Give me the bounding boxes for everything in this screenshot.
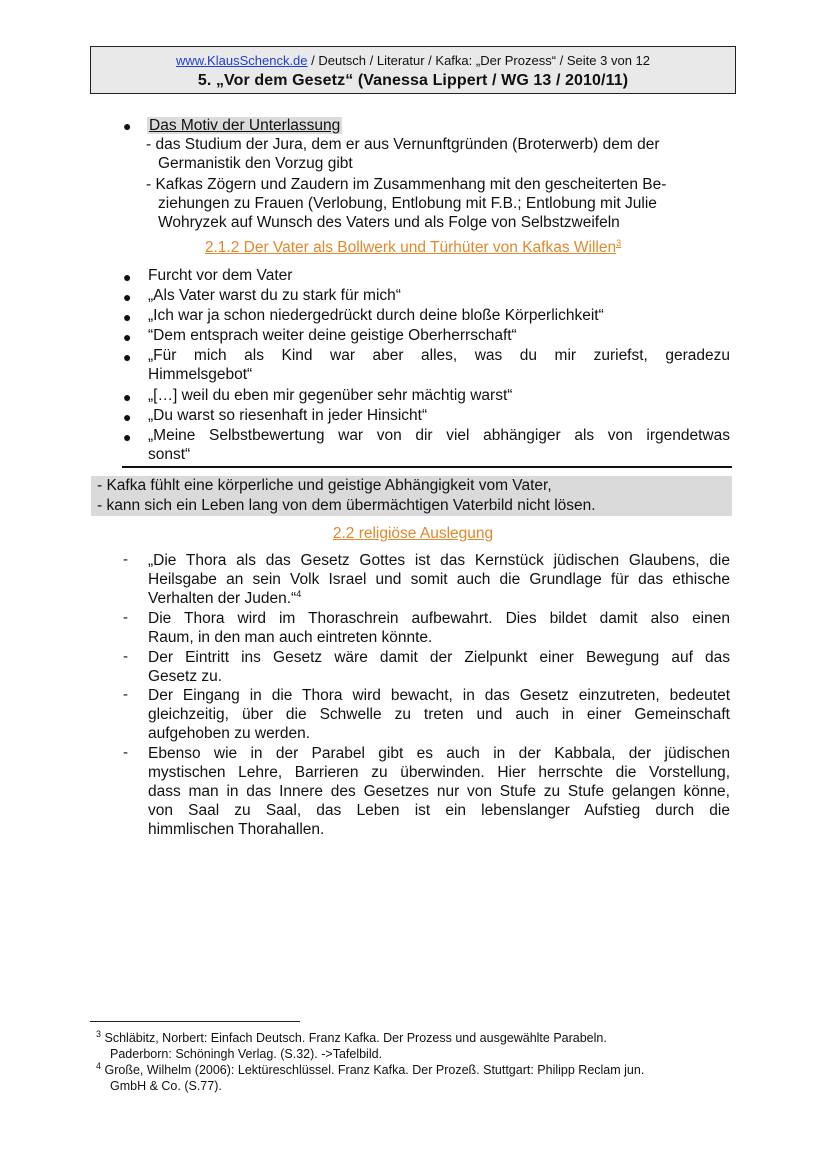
summary-box — [91, 476, 732, 516]
bullet-icon: ● — [123, 309, 132, 325]
section-212-heading: 2.1.2 Der Vater als Bollwerk und Türhüter von Kafkas Willen$^3$ — [204, 237, 622, 256]
divider — [122, 466, 732, 468]
religion-item-line: himmlischen Thorahallen. — [148, 821, 325, 838]
list-item-continued: Himmelsgebot“ — [148, 366, 253, 383]
bullet-icon: ● — [123, 349, 132, 365]
motiv-item-line: - das Studium der Jura, dem er aus Vernunftgründen (Broterwerb) dem der — [146, 136, 660, 153]
list-item: „Ich war ja schon niedergedrückt durch deine bloße Körperlichkeit“ — [148, 307, 604, 324]
header-breadcrumb — [91, 53, 735, 69]
list-item: “Dem entsprach weiter deine geistige Oberherrschaft“ — [148, 327, 517, 344]
religion-item-line: Heilsgabe an sein Volk Israel und somit auch die Grundlage für das ethische — [148, 571, 730, 588]
religion-item-line: dass man in das Innere des Gesetzes nur von Stufe zu Stufe gelangen könne, — [148, 783, 730, 800]
dash-marker: - — [123, 609, 128, 626]
religion-item-line: aufgehoben zu werden. — [148, 725, 311, 742]
religion-item-line: gleichzeitig, über die Schwelle zu treten und auch in einer Gemeinschaft — [148, 706, 730, 723]
bullet-icon: ● — [123, 118, 132, 134]
motiv-item-line: - Kafkas Zögern und Zaudern im Zusammenhang mit den gescheiterten Be- — [146, 176, 667, 193]
summary-line: - kann sich ein Leben lang von dem übermächtigen Vaterbild nicht lösen. — [97, 496, 596, 514]
religion-item-line: „Die Thora als das Gesetz Gottes ist das Kernstück jüdischen Glaubens, die — [148, 552, 730, 569]
bullet-icon: ● — [123, 329, 132, 345]
section-22-heading: 2.2 religiöse Auslegung — [332, 525, 494, 542]
page-title: 5. „Vor dem Gesetz“ (Vanessa Lippert / WG 13 / 2010/11) — [197, 72, 629, 89]
religion-item-line: Der Eingang in die Thora wird bewacht, in das Gesetz einzutreten, bedeutet — [148, 687, 730, 704]
religion-item-line: Der Eintritt ins Gesetz wäre damit der Zielpunkt einer Bewegung auf das — [148, 649, 730, 666]
religion-item-line: mystischen Lehre, Barrieren zu überwinden. Hier herrschte die Vorstellung, — [148, 764, 730, 781]
bullet-icon: ● — [123, 429, 132, 445]
motiv-item-line: ziehungen zu Frauen (Verlobung, Entlobung mit F.B.; Entlobung mit Julie — [158, 195, 657, 212]
list-item-continued: sonst“ — [148, 446, 191, 463]
dash-marker: - — [123, 686, 128, 703]
dash-marker: - — [123, 648, 128, 665]
religion-item-line: Raum, in den man auch eintreten könnte. — [148, 629, 433, 646]
list-item: „Meine Selbstbewertung war von dir viel abhängiger als von irgendetwas — [148, 427, 730, 444]
dash-marker: - — [123, 744, 128, 761]
bullet-icon: ● — [123, 289, 132, 305]
footnote: $^4$ Große, Wilhelm (2006): Lektüreschlüssel. Franz Kafka. Der Prozeß. Stuttgart: Philipp Reclam jun. GmbH & Co. (S.77). — [96, 1060, 645, 1093]
religion-item-line: von Saal zu Saal, das Leben ist ein lebenslanger Aufstieg durch die — [148, 802, 730, 819]
summary-line: - Kafka fühlt eine körperliche und geistige Abhängigkeit vom Vater, — [97, 477, 552, 494]
bullet-icon: ● — [123, 389, 132, 405]
motiv-heading: Das Motiv der Unterlassung — [149, 117, 341, 134]
list-item: Furcht vor dem Vater — [148, 267, 293, 284]
religion-item-line: Die Thora wird im Thoraschrein aufbewahrt. Dies bildet damit also einen — [148, 610, 730, 627]
dash-marker: - — [123, 551, 128, 568]
list-item: „Als Vater warst du zu stark für mich“ — [148, 287, 401, 304]
motiv-item-line: Germanistik den Vorzug gibt — [158, 155, 353, 172]
footnote: $^3$ Schläbitz, Norbert: Einfach Deutsch. Franz Kafka. Der Prozess und ausgewählte Parabeln. Paderborn: Schöningh Verlag. (S.32). ->Tafelbild. — [96, 1028, 607, 1061]
religion-item-line: Gesetz zu. — [148, 668, 223, 685]
bullet-icon: ● — [123, 409, 132, 425]
list-item: „Du warst so riesenhaft in jeder Hinsicht“ — [148, 407, 428, 424]
footnote-divider — [90, 1021, 300, 1022]
motiv-item-line: Wohryzek auf Wunsch des Vaters und als Folge von Selbstzweifeln — [158, 214, 620, 231]
list-item: „[…] weil du eben mir gegenüber sehr mächtig warst“ — [148, 387, 513, 404]
site-link[interactable]: www.KlausSchenck.de — [176, 53, 308, 68]
religion-item-line: Ebenso wie in der Parabel gibt es auch in der Kabbala, der jüdischen — [148, 745, 730, 762]
bullet-icon: ● — [123, 269, 132, 285]
religion-item-line: Verhalten der Juden.“$^4$ — [148, 588, 302, 607]
list-item: „Für mich als Kind war aber alles, was du mir zuriefst, geradezu — [148, 347, 730, 364]
header-path: / Deutsch / Literatur / Kafka: „Der Prozess“ / Seite 3 von 12 — [307, 53, 650, 68]
page-header — [90, 46, 736, 94]
